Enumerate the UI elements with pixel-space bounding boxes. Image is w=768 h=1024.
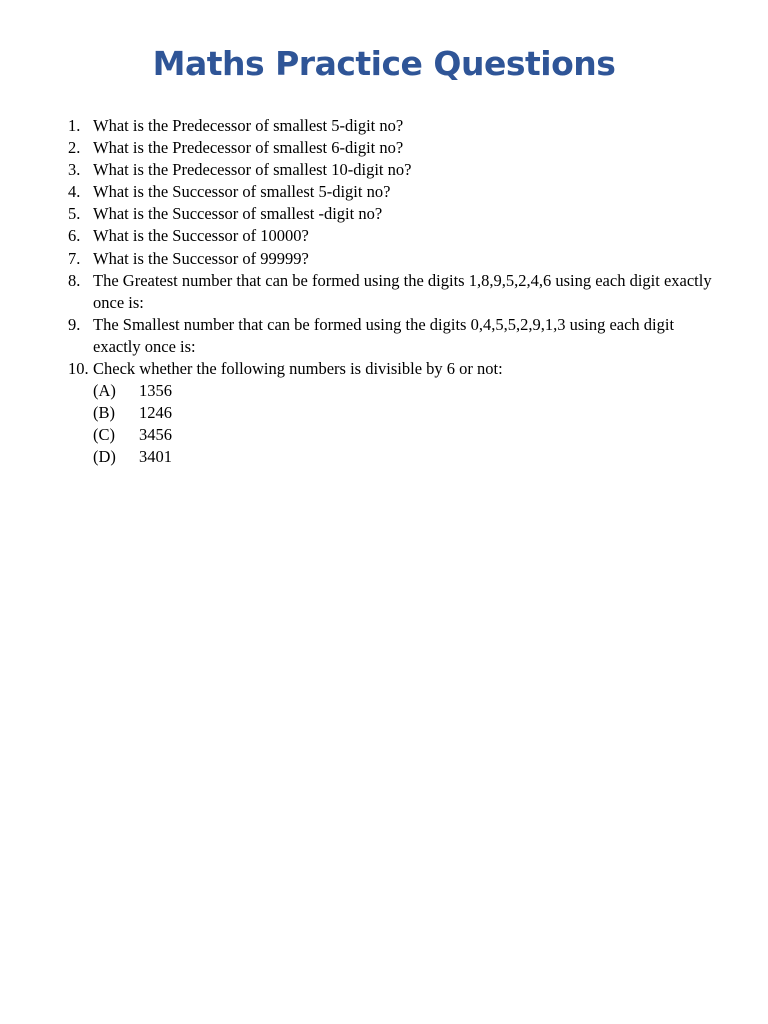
question-item [68, 248, 728, 270]
option-value: 3401 [139, 447, 172, 467]
question-item [68, 137, 728, 159]
question-body [93, 358, 728, 468]
question-text: Check whether the following numbers is divisible by 6 or not: [93, 359, 503, 379]
question-text: What is the Predecessor of smallest 5-digit no? [93, 116, 404, 135]
question-number: 1. [68, 116, 81, 135]
question-item [68, 314, 728, 358]
question-number: 10. [68, 359, 89, 379]
question-item [68, 159, 728, 181]
question-text: The Greatest number that can be formed using the digits 1,8,9,5,2,4,6 using each digit exactly once is: [93, 270, 712, 312]
option-item [93, 424, 718, 446]
page-title: Maths Practice Questions [152, 44, 616, 83]
question-item [68, 358, 728, 468]
question-number: 5. [68, 204, 81, 224]
question-item [68, 225, 728, 247]
option-value: 1246 [139, 403, 172, 423]
option-item [93, 446, 718, 468]
question-list [68, 115, 728, 469]
option-label: (B) [93, 403, 115, 423]
option-list [93, 380, 718, 468]
question-text: What is the Predecessor of smallest 6-digit no? [93, 138, 404, 158]
question-item [68, 181, 728, 203]
question-number: 2. [68, 138, 81, 158]
question-number: 7. [68, 248, 81, 268]
question-item [68, 115, 728, 137]
option-label: (A) [93, 381, 116, 401]
question-number: 3. [68, 160, 81, 180]
question-text: What is the Successor of 99999? [93, 248, 309, 268]
question-item [68, 203, 728, 225]
question-item [68, 270, 728, 314]
question-text: What is the Successor of smallest 5-digit no? [93, 182, 391, 202]
option-value: 3456 [139, 425, 172, 445]
option-item [93, 402, 718, 424]
option-label: (D) [93, 447, 116, 467]
option-label: (C) [93, 425, 115, 445]
question-text: What is the Successor of 10000? [93, 226, 309, 246]
question-number: 8. [68, 270, 81, 290]
option-item [93, 380, 718, 402]
question-number: 4. [68, 182, 81, 202]
question-number: 6. [68, 226, 81, 246]
question-number: 9. [68, 314, 81, 334]
question-text: What is the Successor of smallest -digit no? [93, 204, 383, 224]
question-text: The Smallest number that can be formed using the digits 0,4,5,5,2,9,1,3 using each digit exactly once is: [93, 314, 675, 356]
option-value: 1356 [139, 381, 172, 401]
question-text: What is the Predecessor of smallest 10-digit no? [93, 160, 412, 180]
